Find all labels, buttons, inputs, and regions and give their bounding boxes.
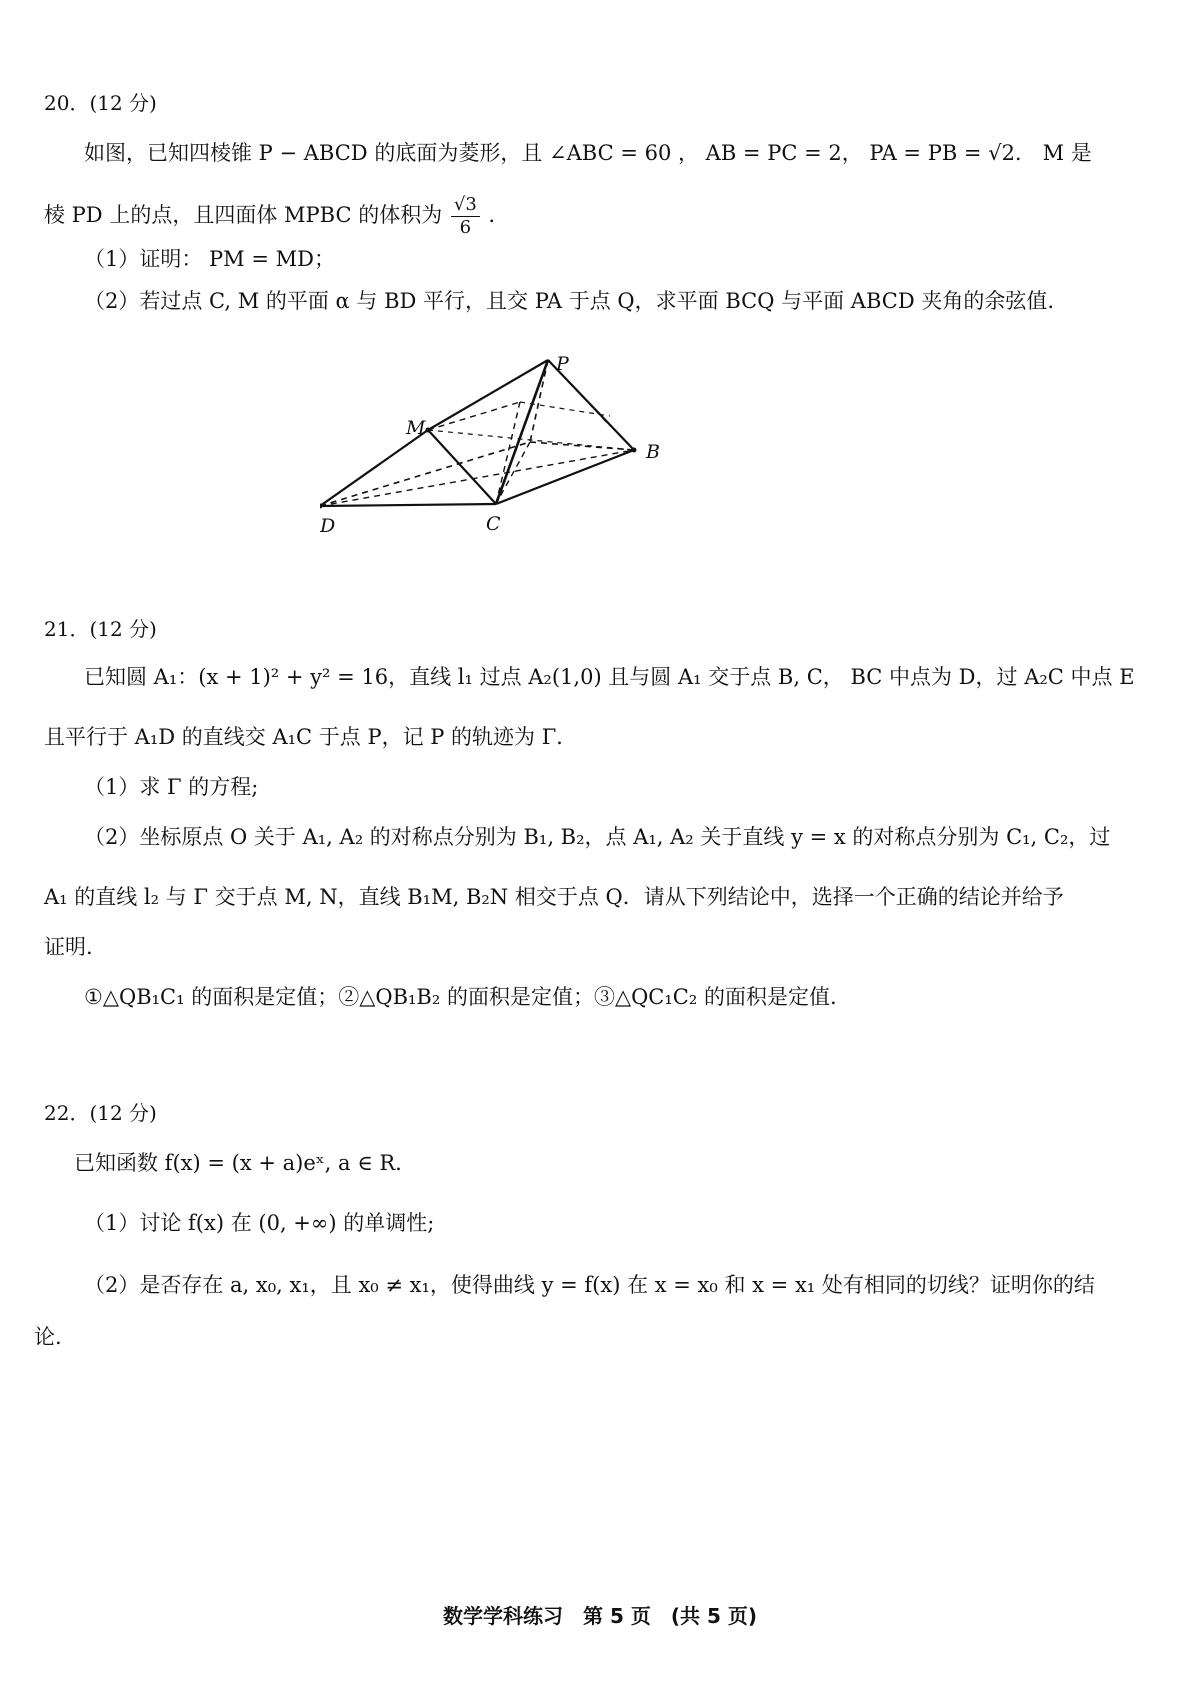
q22-part2-line1: （2）是否存在 a, x₀, x₁，且 x₀ ≠ x₁，使得曲线 y = f(x) 在 x = x₀ 和 x = x₁ 处有相同的切线？证明你的结 bbox=[84, 1273, 1095, 1297]
edge-mq-hidden bbox=[428, 402, 520, 430]
label-p: P bbox=[556, 356, 569, 375]
q21-line2: 且平行于 A₁D 的直线交 A₁C 于点 P，记 P 的轨迹为 Γ． bbox=[44, 725, 578, 749]
vertex-m-dot bbox=[426, 428, 431, 433]
q20-stem-line1: 如图，已知四棱锥 P − ABCD 的底面为菱形，且 ∠ABC = 60 ， AB = PC = 2， PA = PB = √2． M 是 bbox=[84, 141, 1092, 165]
q20-stem-line2-post: ． bbox=[488, 203, 510, 227]
volume-fraction-denominator: 6 bbox=[459, 217, 472, 238]
volume-fraction-numerator: √3 bbox=[451, 194, 480, 217]
edge-mc bbox=[428, 430, 496, 504]
q20-part1: （1）证明： PM = MD； bbox=[84, 247, 335, 271]
q21-options: ①△QB₁C₁ 的面积是定值；②△QB₁B₂ 的面积是定值；③△QC₁C₂ 的面积是定值. bbox=[84, 985, 837, 1009]
label-c: C bbox=[486, 513, 501, 535]
q21-part2-line2: A₁ 的直线 l₂ 与 Γ 交于点 M, N，直线 B₁M, B₂N 相交于点 Q．请从下列结论中，选择一个正确的结论并给予 bbox=[44, 885, 1064, 909]
edge-mb-hidden bbox=[428, 430, 634, 450]
q22-part2-line2: 论. bbox=[34, 1325, 62, 1349]
vertex-b-dot bbox=[632, 448, 637, 453]
page-footer: 数学学科练习 第 5 页 (共 5 页) bbox=[443, 1604, 757, 1628]
edge-cq-hidden bbox=[496, 402, 520, 504]
q20-stem-line2-pre: 棱 PD 上的点，且四面体 MPBC 的体积为 bbox=[44, 203, 443, 227]
edge-dc bbox=[320, 504, 496, 506]
edge-pc bbox=[496, 360, 548, 504]
q21-line1: 已知圆 A₁：(x + 1)² + y² = 16，直线 l₁ 过点 A₂(1,0) 且与圆 A₁ 交于点 B, C， BC 中点为 D，过 A₂C 中点 E bbox=[84, 665, 1135, 689]
edge-db-hidden bbox=[320, 450, 634, 506]
edge-cb bbox=[496, 450, 634, 504]
label-d: D bbox=[320, 515, 336, 537]
q20-header: 20．(12 分) bbox=[44, 91, 157, 115]
q22-header: 22．(12 分) bbox=[44, 1101, 157, 1125]
label-b: B bbox=[646, 441, 660, 463]
q21-part2-line3: 证明. bbox=[44, 935, 93, 959]
volume-fraction bbox=[451, 194, 480, 239]
q21-part2-line1: （2）坐标原点 O 关于 A₁, A₂ 的对称点分别为 B₁, B₂，点 A₁, A₂ 关于直线 y = x 的对称点分别为 C₁, C₂，过 bbox=[84, 825, 1111, 849]
edge-q-b-hidden bbox=[520, 402, 610, 416]
q21-header: 21．(12 分) bbox=[44, 617, 157, 641]
edge-dm bbox=[320, 430, 428, 506]
pyramid-diagram bbox=[320, 356, 720, 578]
edge-mp bbox=[428, 360, 548, 430]
pyramid-figure bbox=[320, 356, 720, 578]
q21-part1: （1）求 Γ 的方程; bbox=[84, 775, 259, 799]
label-m: M bbox=[406, 417, 426, 439]
q20-part2: （2）若过点 C, M 的平面 α 与 BD 平行，且交 PA 于点 Q，求平面 BCQ 与平面 ABCD 夹角的余弦值. bbox=[84, 289, 1055, 313]
q22-stem: 已知函数 f(x) = (x + a)eˣ, a ∈ R． bbox=[74, 1151, 417, 1175]
q22-part1: （1）讨论 f(x) 在 (0, +∞) 的单调性; bbox=[84, 1211, 435, 1235]
q20-stem-line2 bbox=[44, 194, 510, 239]
